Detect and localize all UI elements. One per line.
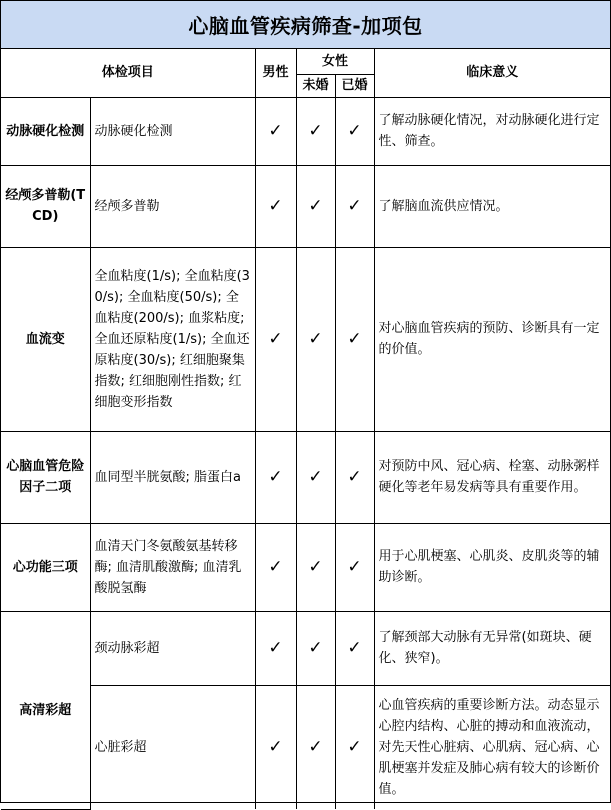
row-item: 经颅多普勒	[90, 165, 255, 247]
row-category: 心脑血管危险因子二项	[1, 431, 90, 523]
table-row	[1, 165, 610, 247]
check-icon: ✓	[335, 611, 374, 685]
check-icon: ✓	[296, 685, 335, 809]
check-icon: ✓	[296, 247, 335, 431]
table-row	[1, 247, 610, 431]
header-unmarried: 未婚	[296, 74, 335, 97]
row-item: 血清天门冬氨酸氨基转移酶; 血清肌酸激酶; 血清乳酸脱氢酶	[90, 523, 255, 611]
row-category: 经颅多普勒(TCD)	[1, 165, 90, 247]
check-icon: ✓	[296, 431, 335, 523]
check-icon: ✓	[255, 611, 296, 685]
row-category: 心功能三项	[1, 523, 90, 611]
check-icon: ✓	[335, 431, 374, 523]
check-icon: ✓	[296, 97, 335, 165]
check-icon: ✓	[335, 685, 374, 809]
check-icon: ✓	[255, 97, 296, 165]
row-significance: 对预防中风、冠心病、栓塞、动脉粥样硬化等老年易发病等具有重要作用。	[374, 431, 610, 523]
header-female: 女性	[296, 49, 374, 74]
check-icon: ✓	[335, 165, 374, 247]
check-icon: ✓	[255, 247, 296, 431]
check-icon: ✓	[296, 611, 335, 685]
row-significance: 了解脑血流供应情况。	[374, 165, 610, 247]
header-exam-item: 体检项目	[1, 49, 255, 97]
check-icon: ✓	[296, 165, 335, 247]
table-row	[1, 685, 610, 809]
exam-table	[1, 49, 610, 810]
check-icon: ✓	[255, 523, 296, 611]
header-married: 已婚	[335, 74, 374, 97]
header-clinical-significance: 临床意义	[374, 49, 610, 97]
row-item: 血同型半胱氨酸; 脂蛋白a	[90, 431, 255, 523]
table-row	[1, 523, 610, 611]
table-row	[1, 431, 610, 523]
check-icon: ✓	[255, 431, 296, 523]
row-item: 颈动脉彩超	[90, 611, 255, 685]
row-category: 高清彩超	[1, 611, 90, 809]
row-category: 血流变	[1, 247, 90, 431]
table-row	[1, 611, 610, 685]
check-icon: ✓	[335, 523, 374, 611]
check-icon: ✓	[296, 523, 335, 611]
check-icon: ✓	[255, 685, 296, 809]
sheet-title: 心脑血管疾病筛查-加项包	[1, 1, 610, 49]
row-significance: 对心脑血管疾病的预防、诊断具有一定的价值。	[374, 247, 610, 431]
row-item: 心脏彩超	[90, 685, 255, 809]
check-icon: ✓	[335, 97, 374, 165]
row-category: 动脉硬化检测	[1, 97, 90, 165]
check-icon: ✓	[335, 247, 374, 431]
row-significance: 心血管疾病的重要诊断方法。动态显示心腔内结构、心脏的搏动和血液流动，对先天性心脏病、心肌病、冠心病、心肌梗塞并发症及肺心病有较大的诊断价值。	[374, 685, 610, 809]
row-significance: 了解动脉硬化情况，对动脉硬化进行定性、筛查。	[374, 97, 610, 165]
check-icon: ✓	[255, 165, 296, 247]
row-significance: 用于心肌梗塞、心肌炎、皮肌炎等的辅助诊断。	[374, 523, 610, 611]
row-significance: 了解颈部大动脉有无异常(如斑块、硬化、狭窄)。	[374, 611, 610, 685]
table-row	[1, 97, 610, 165]
row-item: 动脉硬化检测	[90, 97, 255, 165]
row-item: 全血粘度(1/s); 全血粘度(30/s); 全血粘度(50/s); 全血粘度(200/s); 血浆粘度; 全血还原粘度(1/s); 全血还原粘度(30/s); 红细胞聚集指数; 红细胞刚性指数; 红细胞变形指数	[90, 247, 255, 431]
header-male: 男性	[255, 49, 296, 97]
